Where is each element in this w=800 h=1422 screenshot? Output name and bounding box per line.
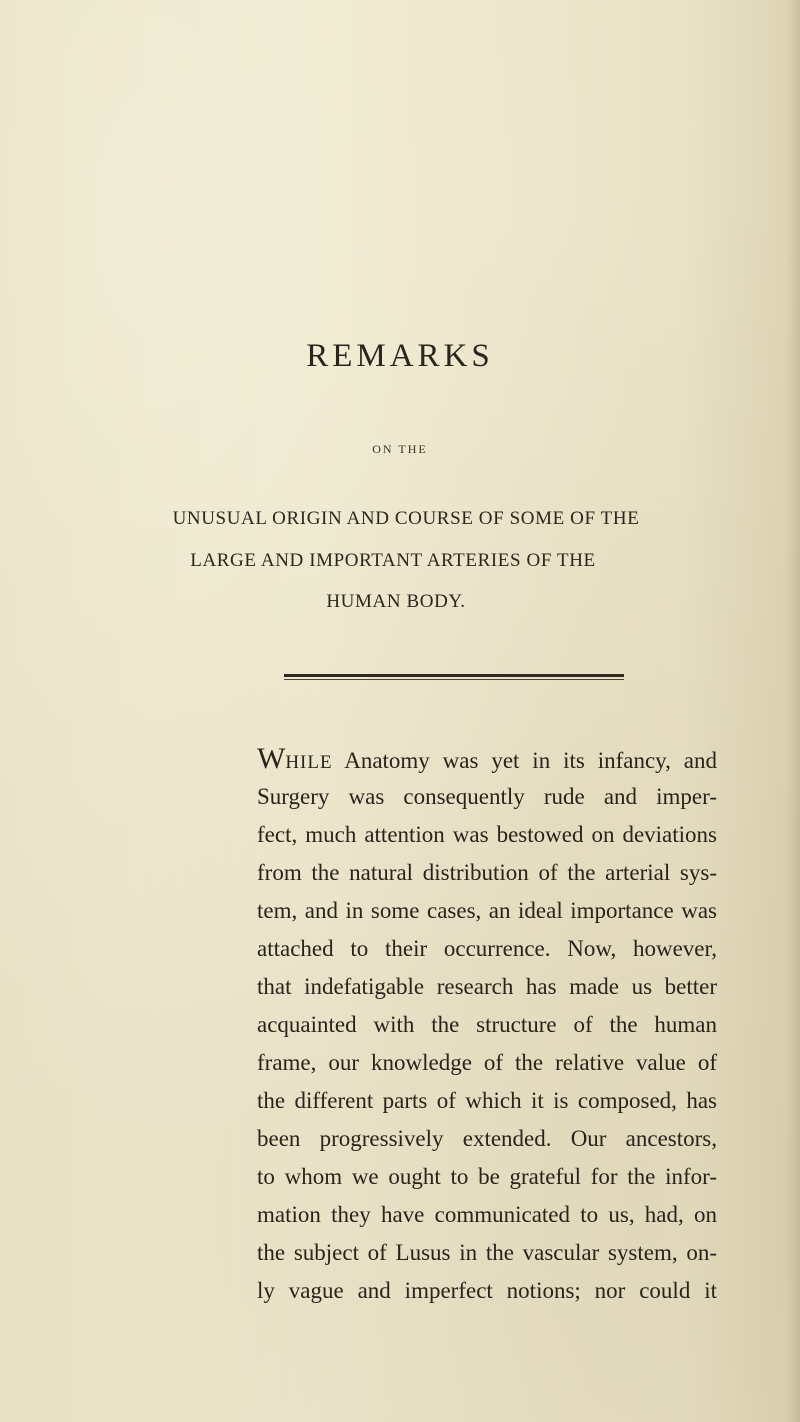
body-paragraph: [257, 740, 717, 1310]
heading-line-2: LARGE AND IMPORTANT ARTERIES OF THE: [190, 550, 596, 571]
page-title: REMARKS: [306, 338, 494, 374]
paragraph-line: to whom we ought to be grateful for the infor-: [257, 1164, 717, 1189]
heading-line-1: UNUSUAL ORIGIN AND COURSE OF SOME OF THE: [172, 508, 640, 529]
paragraph-line: mation they have communicated to us, had, on: [257, 1202, 717, 1227]
paragraph-line: that indefatigable research has made us better: [257, 974, 717, 999]
section-divider-rule: [284, 674, 624, 677]
paragraph-line-1: [257, 740, 717, 778]
paragraph-line: fect, much attention was bestowed on deviations: [257, 822, 717, 847]
paragraph-line: Surgery was consequently rude and imper-: [257, 784, 717, 809]
page-edge-shadow: [786, 0, 800, 1422]
paragraph-line: the subject of Lusus in the vascular system, on-: [257, 1240, 717, 1265]
paragraph-line: tem, and in some cases, an ideal importance was: [257, 898, 717, 923]
heading-line-3: HUMAN BODY.: [326, 591, 466, 612]
paragraph-line: attached to their occurrence. Now, however,: [257, 936, 717, 961]
paragraph-line: ly vague and imperfect notions; nor could it: [257, 1278, 717, 1303]
paragraph-line: been progressively extended. Our ancestors,: [257, 1126, 717, 1151]
subtitle-on-the: ON THE: [372, 442, 428, 456]
paragraph-line: frame, our knowledge of the relative value of: [257, 1050, 717, 1075]
drop-cap: W: [257, 742, 286, 775]
paragraph-line: acquainted with the structure of the human: [257, 1012, 717, 1037]
paragraph-line: from the natural distribution of the arterial sys-: [257, 860, 717, 885]
paragraph-line: the different parts of which it is composed, has: [257, 1088, 717, 1113]
small-caps-word: HILE: [285, 752, 333, 773]
paragraph-line-1-rest: Anatomy was yet in its infancy, and: [332, 748, 717, 773]
